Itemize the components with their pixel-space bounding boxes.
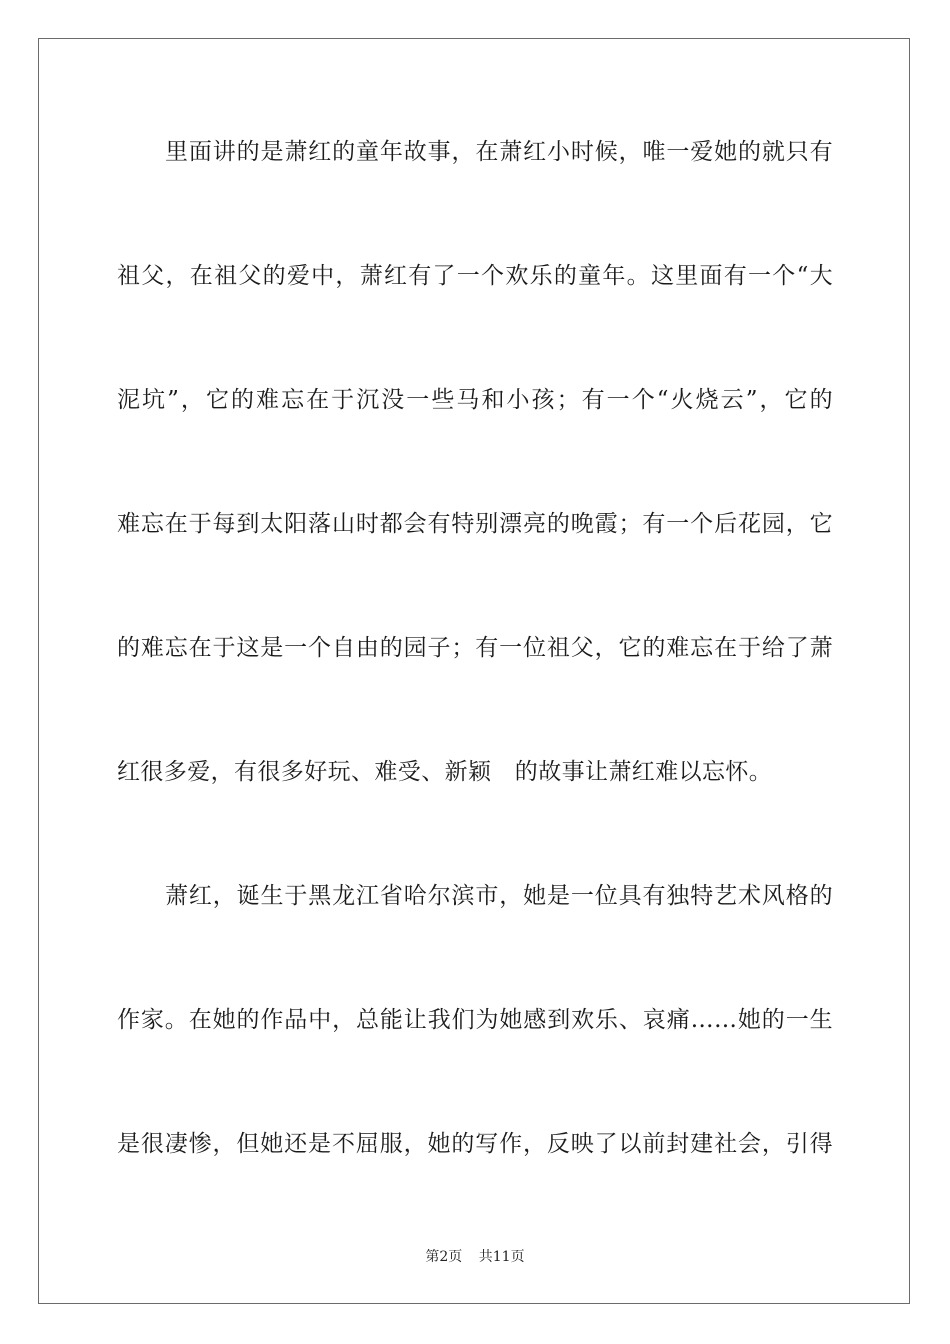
text-line-9: 是很凄惨，但她还是不屈服，她的写作，反映了以前封建社会，引得 (117, 1131, 833, 1157)
text-line-1: 里面讲的是萧红的童年故事，在萧红小时候，唯一爱她的就只有 (165, 139, 833, 165)
page-number: 第2页 (425, 1249, 463, 1265)
text-line-5: 的难忘在于这是一个自由的园子；有一位祖父，它的难忘在于给了萧 (117, 635, 833, 661)
text-line-4: 难忘在于每到太阳落山时都会有特别漂亮的晚霞；有一个后花园，它 (117, 511, 833, 537)
text-line-6: 红很多爱，有很多好玩、难受、新颖 的故事让萧红难以忘怀。 (117, 759, 773, 785)
text-line-3: 泥坑”，它的难忘在于沉没一些马和小孩；有一个“火烧云”，它的 (117, 387, 833, 413)
page-total: 共11页 (478, 1249, 525, 1265)
text-line-2: 祖父，在祖父的爱中，萧红有了一个欢乐的童年。这里面有一个“大 (117, 263, 833, 289)
page-border (38, 38, 910, 1304)
text-line-8: 作家。在她的作品中，总能让我们为她感到欢乐、哀痛……她的一生 (117, 1007, 833, 1033)
page-footer (0, 1248, 950, 1266)
text-line-7: 萧红，诞生于黑龙江省哈尔滨市，她是一位具有独特艺术风格的 (165, 883, 833, 909)
